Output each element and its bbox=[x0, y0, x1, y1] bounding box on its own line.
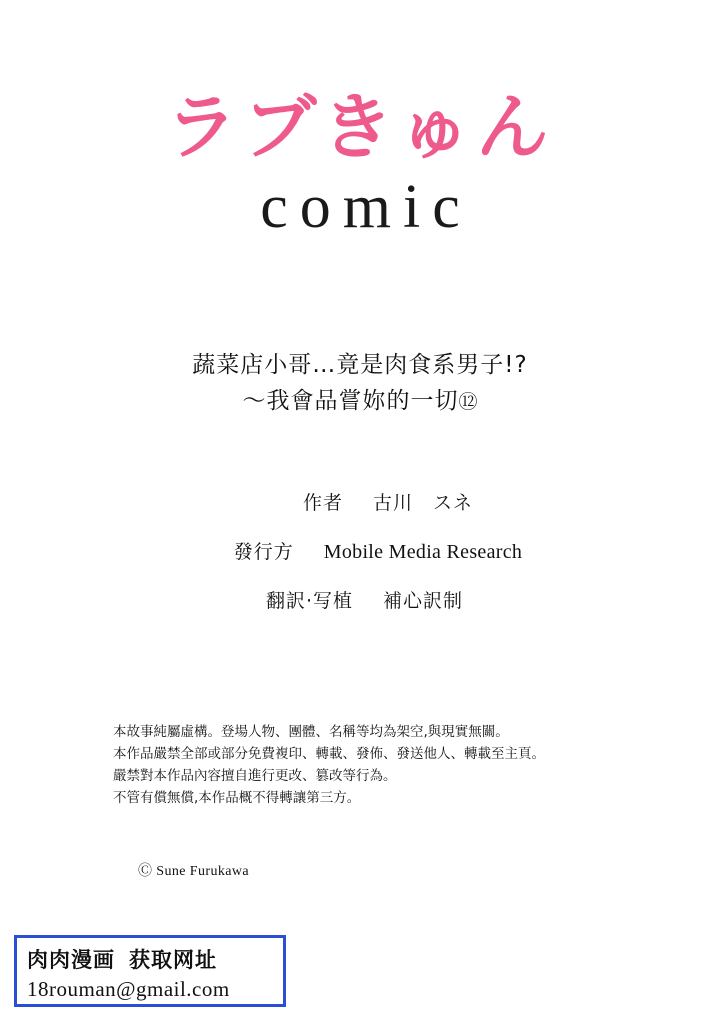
title-line-1: 蔬菜店小哥…竟是肉食系男子!? bbox=[192, 352, 528, 378]
credit-row-publisher bbox=[0, 537, 720, 564]
title-line-2: ～我會品嘗妳的一切 bbox=[242, 387, 459, 414]
title-line-2-wrapper bbox=[0, 384, 720, 420]
credit-value-publisher: Mobile Media Research bbox=[323, 541, 523, 563]
credit-label-publisher: 發行方 bbox=[233, 541, 294, 563]
copyright-notice: Ⓒ Sune Furukawa bbox=[138, 864, 249, 879]
credits-list bbox=[0, 488, 720, 635]
legal-line-3: 嚴禁對本作品內容擅自進行更改、篡改等行為。 bbox=[113, 767, 397, 784]
credit-row-author bbox=[0, 488, 720, 515]
logo-kana-text: ラブきゅん bbox=[162, 85, 558, 169]
work-title bbox=[0, 348, 720, 419]
volume-number: ⑫ bbox=[458, 390, 478, 413]
legal-line-2: 本作品嚴禁全部或部分免費複印、轉載、發佈、發送他人、轉載至主頁。 bbox=[113, 745, 545, 762]
legal-line-1: 本故事純屬虛構。登場人物、團體、名稱等均為架空,與現實無關。 bbox=[113, 724, 509, 740]
legal-notice bbox=[113, 722, 633, 809]
credit-value-translation: 補心訳制 bbox=[382, 590, 463, 612]
banner-heading bbox=[27, 944, 273, 974]
legal-line-4: 不管有償無償,本作品概不得轉讓第三方。 bbox=[113, 789, 361, 806]
credit-value-author: 古川 スネ bbox=[372, 492, 473, 514]
logo-latin-text: comic bbox=[260, 172, 472, 241]
site-promo-banner[interactable] bbox=[14, 935, 286, 1007]
magazine-logo bbox=[0, 85, 720, 243]
credit-label-author: 作者 bbox=[302, 492, 343, 514]
credit-row-translation bbox=[0, 586, 720, 613]
credit-label-translation: 翻訳·写植 bbox=[265, 590, 353, 612]
banner-action-text: 获取网址 bbox=[129, 948, 217, 972]
banner-email[interactable]: 18rouman@gmail.com bbox=[27, 977, 230, 1001]
banner-site-name: 肉肉漫画 bbox=[27, 948, 115, 972]
